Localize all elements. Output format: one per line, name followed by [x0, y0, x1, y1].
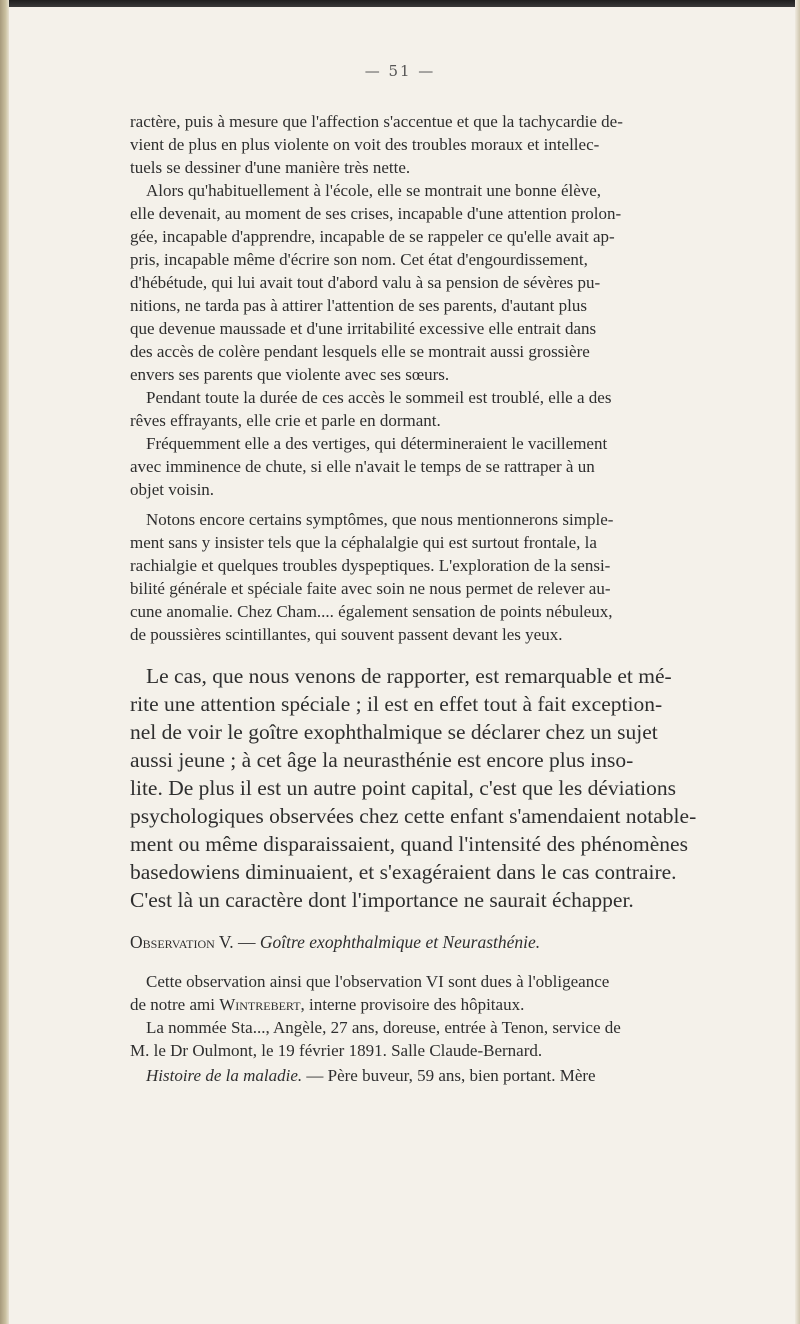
text-line: vient de plus en plus violente on voit des troubles moraux et intellec-: [130, 135, 600, 154]
text-line: ractère, puis à mesure que l'affection s'accentue et que la tachycardie de-: [130, 112, 623, 131]
observation-title: Goître exophthalmique et Neurasthénie.: [259, 932, 541, 952]
scan-top-shadow: [0, 0, 800, 7]
text-line: bilité générale et spéciale faite avec soin ne nous permet de relever au-: [130, 579, 611, 598]
text-line: basedowiens diminuaient, et s'exagéraient dans le cas contraire.: [130, 860, 677, 884]
observation-dash: —: [233, 932, 260, 952]
text-line: cune anomalie. Chez Cham.... également sensation de points nébuleux,: [130, 602, 613, 621]
text-segment: de notre ami: [130, 995, 220, 1014]
text-line: tuels se dessiner d'une manière très nette.: [130, 158, 411, 177]
text-segment: , interne provisoire des hôpitaux.: [300, 995, 525, 1014]
text-line: pris, incapable même d'écrire son nom. Cet état d'engourdissement,: [130, 250, 588, 269]
observation-heading: [130, 932, 540, 953]
text-line: envers ses parents que violente avec ses sœurs.: [130, 365, 450, 384]
text-line: Fréquemment elle a des vertiges, qui détermineraient le vacillement: [146, 434, 608, 453]
text-line: psychologiques observées chez cette enfant s'amendaient notable-: [130, 804, 697, 828]
text-line: ment ou même disparaissaient, quand l'intensité des phénomènes: [130, 832, 688, 856]
text-line: gée, incapable d'apprendre, incapable de se rappeler ce qu'elle avait ap-: [130, 227, 615, 246]
text-line: Alors qu'habituellement à l'école, elle se montrait une bonne élève,: [146, 181, 602, 200]
text-line: [130, 995, 524, 1015]
text-line: ment sans y insister tels que la céphalalgie qui est surtout frontale, la: [130, 533, 597, 552]
text-line: des accès de colère pendant lesquels elle se montrait aussi grossière: [130, 342, 590, 361]
text-line: nel de voir le goître exophthalmique se déclarer chez un sujet: [130, 720, 658, 744]
text-line: La nommée Sta..., Angèle, 27 ans, doreuse, entrée à Tenon, service de: [146, 1018, 621, 1037]
text-line: avec imminence de chute, si elle n'avait le temps de se rattraper à un: [130, 457, 595, 476]
text-segment: — Père buveur, 59 ans, bien portant. Mère: [302, 1066, 596, 1085]
text-line: de poussières scintillantes, qui souvent passent devant les yeux.: [130, 625, 563, 644]
text-line: Cette observation ainsi que l'observation VI sont dues à l'obligeance: [146, 972, 610, 991]
person-name: Wintrebert: [219, 995, 301, 1014]
observation-label: Observation V.: [130, 932, 234, 952]
text-line: C'est là un caractère dont l'importance ne saurait échapper.: [130, 888, 634, 912]
page-right-edge: [795, 0, 800, 1324]
text-line: [146, 1066, 596, 1086]
text-line: que devenue maussade et d'une irritabilité excessive elle entrait dans: [130, 319, 597, 338]
text-line: Le cas, que nous venons de rapporter, est remarquable et mé-: [146, 664, 672, 688]
text-line: rachialgie et quelques troubles dyspeptiques. L'exploration de la sensi-: [130, 556, 611, 575]
text-line: M. le Dr Oulmont, le 19 février 1891. Salle Claude-Bernard.: [130, 1041, 543, 1060]
page-binding-edge: [0, 0, 9, 1324]
page-number: — 51 —: [364, 62, 436, 80]
text-line: rêves effrayants, elle crie et parle en dormant.: [130, 411, 441, 430]
text-line: lite. De plus il est un autre point capital, c'est que les déviations: [130, 776, 677, 800]
text-line: objet voisin.: [130, 480, 215, 499]
section-label: Histoire de la maladie.: [146, 1066, 303, 1085]
text-line: rite une attention spéciale ; il est en effet tout à fait exception-: [130, 692, 663, 716]
text-line: nitions, ne tarda pas à attirer l'attention de ses parents, d'autant plus: [130, 296, 587, 315]
text-line: Notons encore certains symptômes, que nous mentionnerons simple-: [146, 510, 614, 529]
text-line: elle devenait, au moment de ses crises, incapable d'une attention prolon-: [130, 204, 622, 223]
text-line: Pendant toute la durée de ces accès le sommeil est troublé, elle a des: [146, 388, 612, 407]
text-line: d'hébétude, qui lui avait tout d'abord valu à sa pension de sévères pu-: [130, 273, 601, 292]
text-line: aussi jeune ; à cet âge la neurasthénie est encore plus inso-: [130, 748, 634, 772]
